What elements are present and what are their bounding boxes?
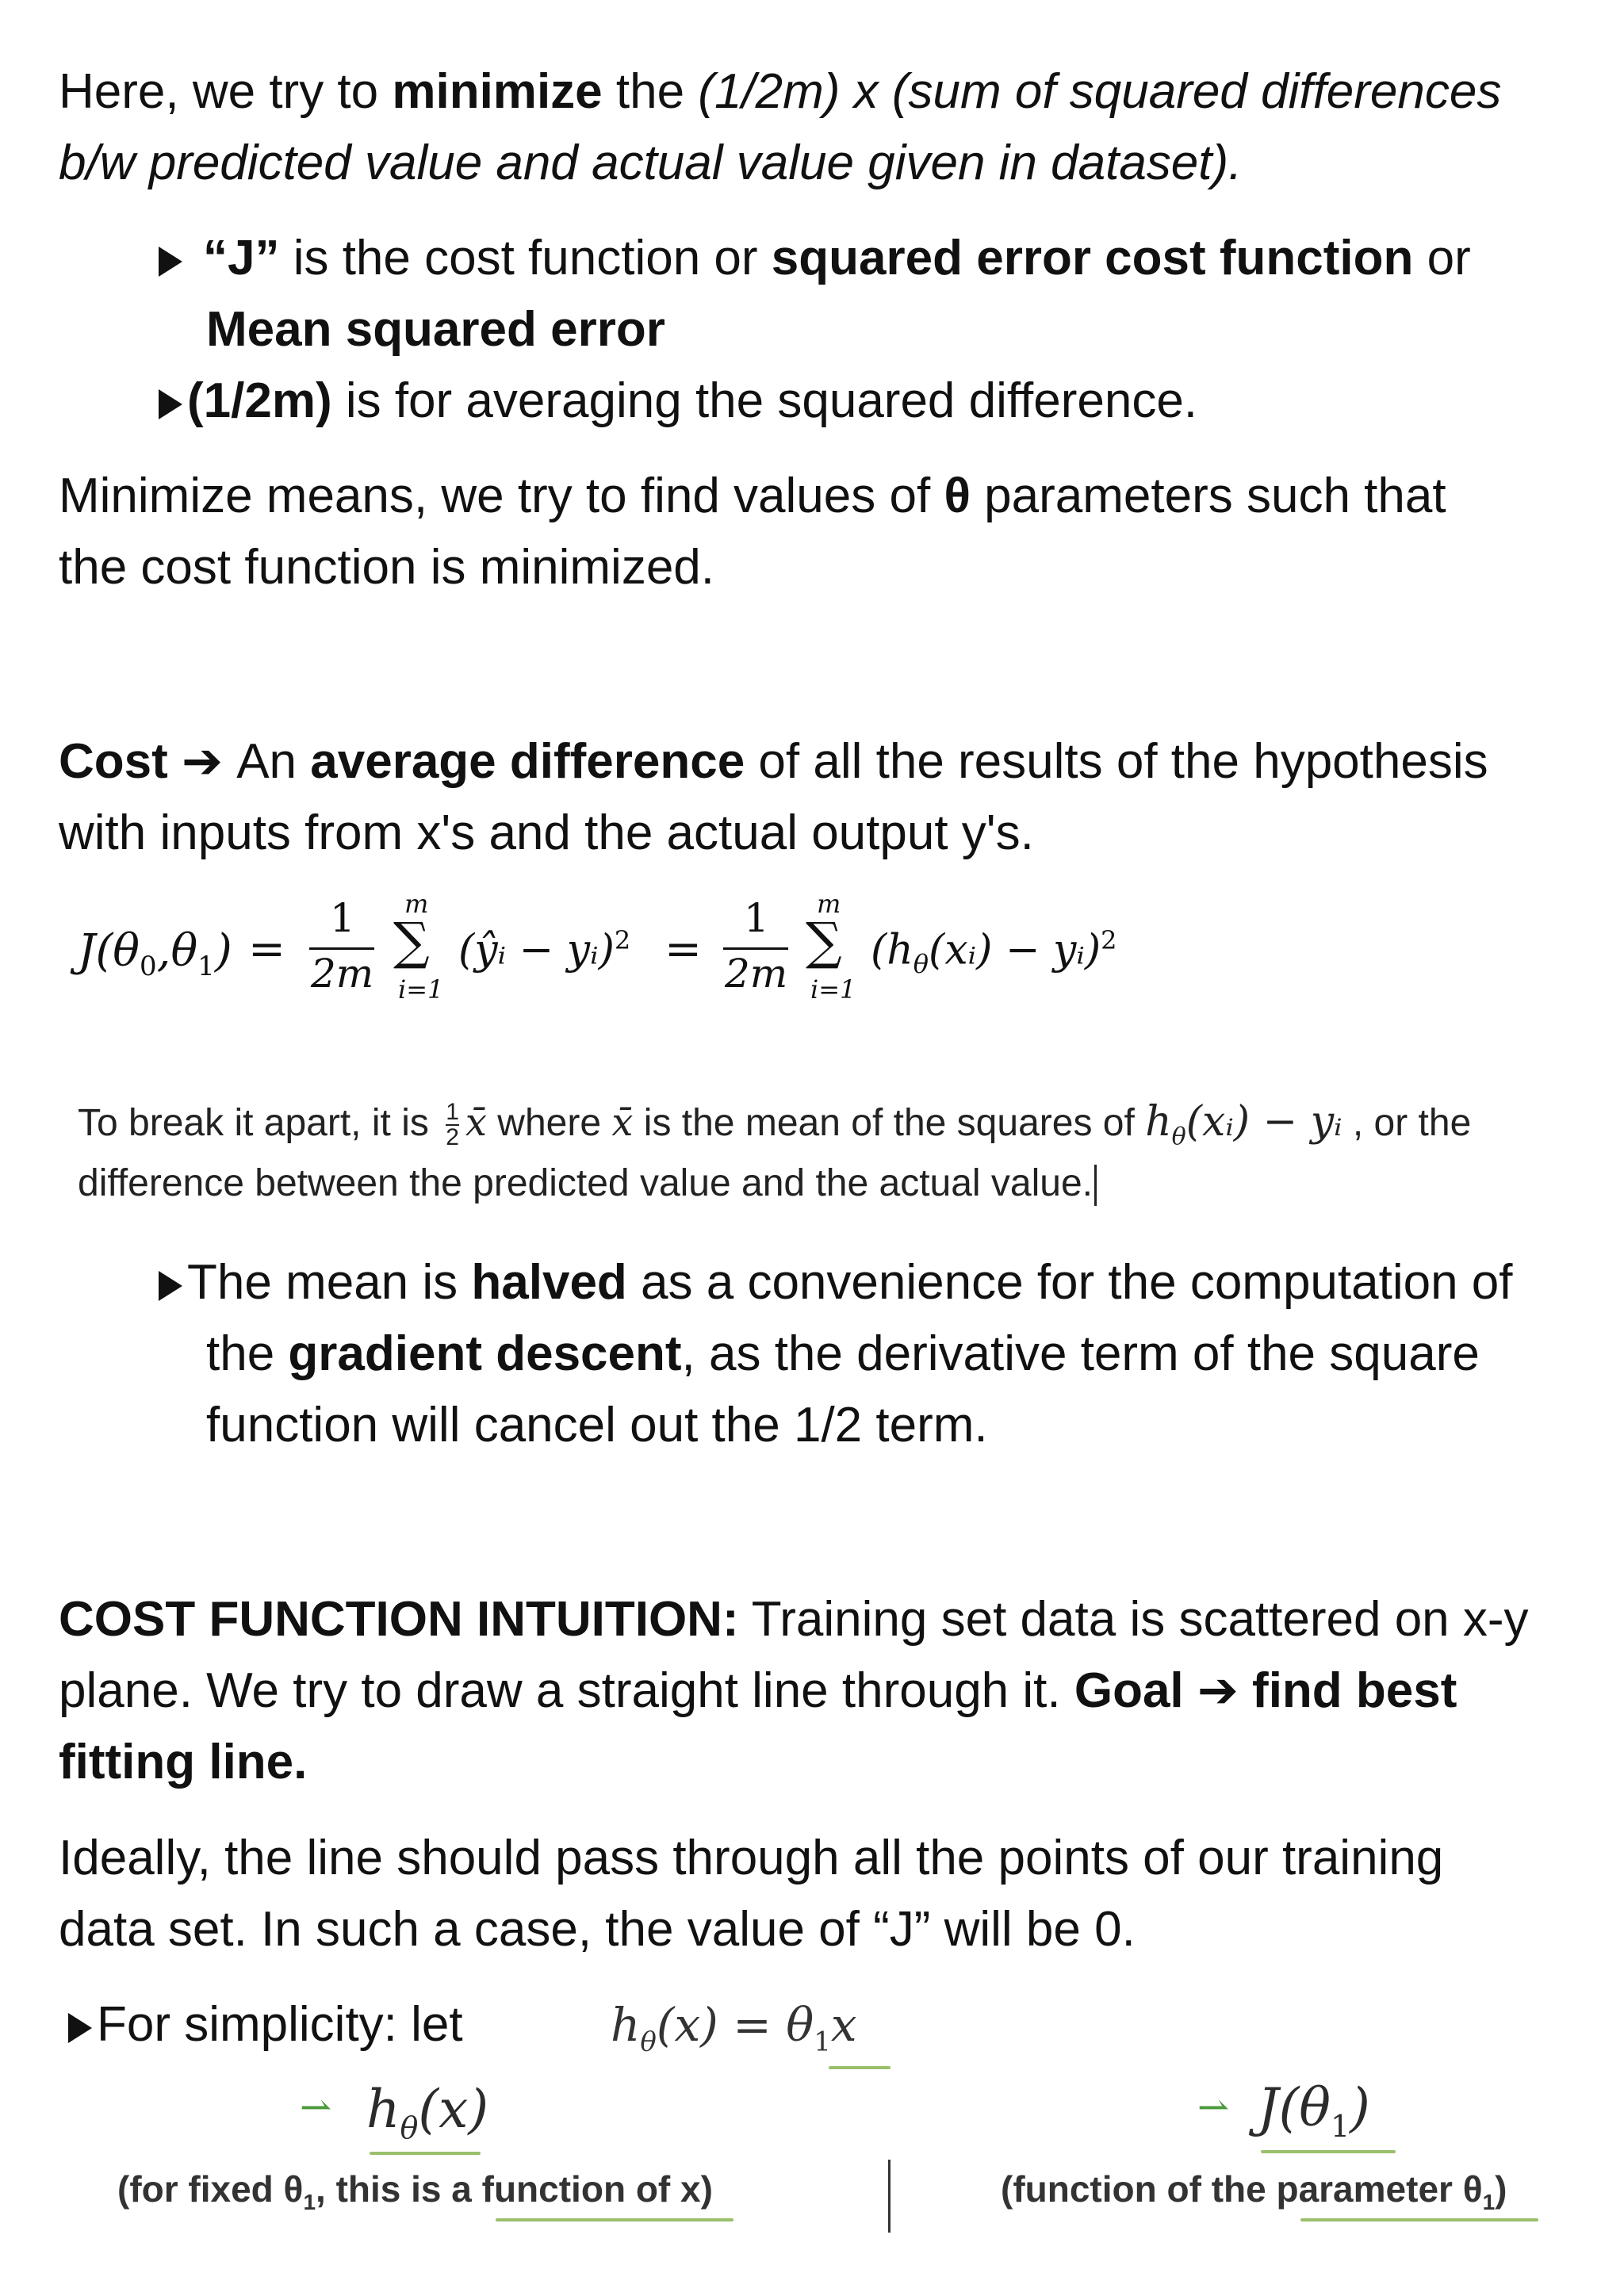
breakapart-line-2-text: difference between the predicted value and the actual value. [78, 1162, 1094, 1204]
bullet-1 [159, 222, 1471, 294]
fraction-1-bar [309, 947, 374, 950]
intuition-line-2-text: plane. We try to draw a straight line through it. [59, 1663, 1074, 1718]
theta-symbol: θ [944, 469, 971, 523]
bullet-1-line-2: Mean squared error [206, 302, 665, 357]
text-cursor [1094, 1165, 1097, 1206]
minimize-b: parameters such that [970, 469, 1446, 523]
parameter-underline [1300, 2218, 1538, 2221]
sigma-1-bottom: i=1 [398, 974, 444, 1004]
halved-line-3: function will cancel out the 1/2 term. [206, 1398, 988, 1452]
bullet-1-bold: squared error cost function [771, 231, 1414, 285]
sigma-2-icon: ∑ [806, 913, 842, 971]
sigma-2-bottom: i=1 [810, 974, 856, 1004]
j-theta-label: $J(\theta_1)$ [1258, 2077, 1370, 2145]
bullet-arrow-icon [159, 1271, 182, 1301]
sigma-2-top: m [817, 889, 841, 919]
intro-line-2: b/w predicted value and actual value given in dataset). [59, 136, 1243, 190]
breakapart-d: , or the [1342, 1102, 1472, 1144]
breakapart-c: is the mean of the squares of [633, 1102, 1146, 1144]
simplicity-label: For simplicity: let [97, 1997, 463, 2052]
gradient-descent-bold: gradient descent [288, 1326, 682, 1381]
halved-bold: halved [471, 1255, 627, 1310]
cost-bold: average difference [310, 734, 745, 789]
intuition-title: COST FUNCTION INTUITION: [59, 1592, 739, 1647]
formula-eq-1: = [248, 924, 285, 975]
bullet-2 [159, 365, 1197, 437]
xbar-symbol-2: x̄ [611, 1100, 634, 1145]
cost-formula [78, 889, 1204, 1004]
hypothesis-underline [829, 2066, 891, 2069]
ideally-line-1: Ideally, the line should pass through all the points of our training [59, 1831, 1444, 1885]
function-of-x-underline [496, 2218, 733, 2221]
cost-text-b: of all the results of the hypothesis [745, 734, 1488, 789]
intro-italic-1: (1/2m) x (sum of squared differences [698, 64, 1502, 119]
sigma-1-icon: ∑ [393, 913, 430, 971]
halved-line-2 [206, 1318, 1480, 1390]
h-theta-expr: $h_\theta(xᵢ)$ − yᵢ [1145, 1098, 1342, 1151]
intro-minimize: minimize [392, 64, 603, 119]
intuition-a: Training set data is scattered on x-y [738, 1592, 1529, 1647]
fraction-2-den: 2m [725, 951, 788, 997]
formula-term-2: ($h_\theta(xᵢ)$ − yᵢ)$^2$ [871, 925, 1117, 979]
minimize-a: Minimize means, we try to find values of [59, 469, 944, 523]
bullet-arrow-icon [68, 2013, 92, 2043]
formula-lhs: $J(\theta_0,\theta_1)$ [78, 925, 232, 983]
halved-a: The mean is [187, 1255, 472, 1310]
intro-mid: the [602, 64, 699, 119]
hypothesis-formula: $h_\theta(x) = \theta_1x$ [611, 1998, 857, 2058]
breakapart-line-2 [78, 1153, 1097, 1215]
fraction-1-den: 2m [311, 951, 374, 997]
halved-d: , as the derivative term of the square [681, 1326, 1480, 1381]
breakapart-b: where [486, 1102, 612, 1144]
breakapart-a: To break it apart, it is [78, 1102, 440, 1144]
intro-prefix: Here, we try to [59, 64, 393, 119]
bullet-1-or: or [1413, 231, 1471, 285]
bullet-arrow-icon [159, 247, 182, 277]
left-arrow-icon: ⇀ [300, 2085, 332, 2130]
fraction-2-num: 1 [744, 895, 769, 941]
vertical-divider [888, 2160, 891, 2233]
bullet-1-quote: “J” [203, 231, 280, 285]
right-caption: (function of the parameter $\theta_1$) [1001, 2168, 1507, 2215]
bullet-arrow-icon [159, 389, 182, 419]
minimize-line-2: the cost function is minimized. [59, 540, 715, 595]
intuition-goal: Goal ➔ find best [1074, 1663, 1457, 1718]
intro-line-1 [59, 55, 1501, 128]
formula-eq-2: = [665, 924, 702, 975]
halved-b: as a convenience for the computation of [626, 1255, 1513, 1310]
cost-arrow-icon: ➔ [167, 734, 237, 789]
h-theta-x-label: $h_\theta(x)$ [366, 2079, 489, 2146]
sigma-1-top: m [404, 889, 429, 919]
xbar-symbol: x̄ [465, 1100, 487, 1145]
simplicity-line [68, 1988, 463, 2061]
cost-line-1 [59, 725, 1488, 798]
cost-line-2: with inputs from x's and the actual output y's. [59, 806, 1034, 860]
fraction-2-bar [723, 947, 788, 950]
minimize-line-1 [59, 460, 1446, 532]
ideally-line-2: data set. In such a case, the value of “J” will be 0. [59, 1902, 1136, 1957]
bullet-2-text: is for averaging the squared difference. [331, 373, 1198, 428]
fraction-1-num: 1 [330, 895, 355, 941]
halved-c: the [206, 1326, 289, 1381]
j-theta-underline [1261, 2150, 1396, 2153]
bullet-1-text: is the cost function or [279, 231, 772, 285]
half-fraction: $\frac{1}{2}$ [446, 1099, 459, 1151]
left-caption: (for fixed $\theta_1$, this is a function of x) [117, 2168, 713, 2215]
halved-line-1 [159, 1246, 1513, 1318]
bullet-2-bold: (1/2m) [187, 373, 332, 428]
intuition-line-3: fitting line. [59, 1735, 308, 1789]
intuition-line-1 [59, 1583, 1529, 1655]
right-arrow-icon: ⇀ [1197, 2085, 1230, 2130]
intuition-line-2 [59, 1655, 1457, 1727]
h-theta-underline [370, 2152, 481, 2155]
cost-label: Cost [59, 734, 168, 789]
cost-text-a: An [236, 734, 311, 789]
formula-term-1: (ŷᵢ − yᵢ)$^2$ [458, 925, 631, 974]
